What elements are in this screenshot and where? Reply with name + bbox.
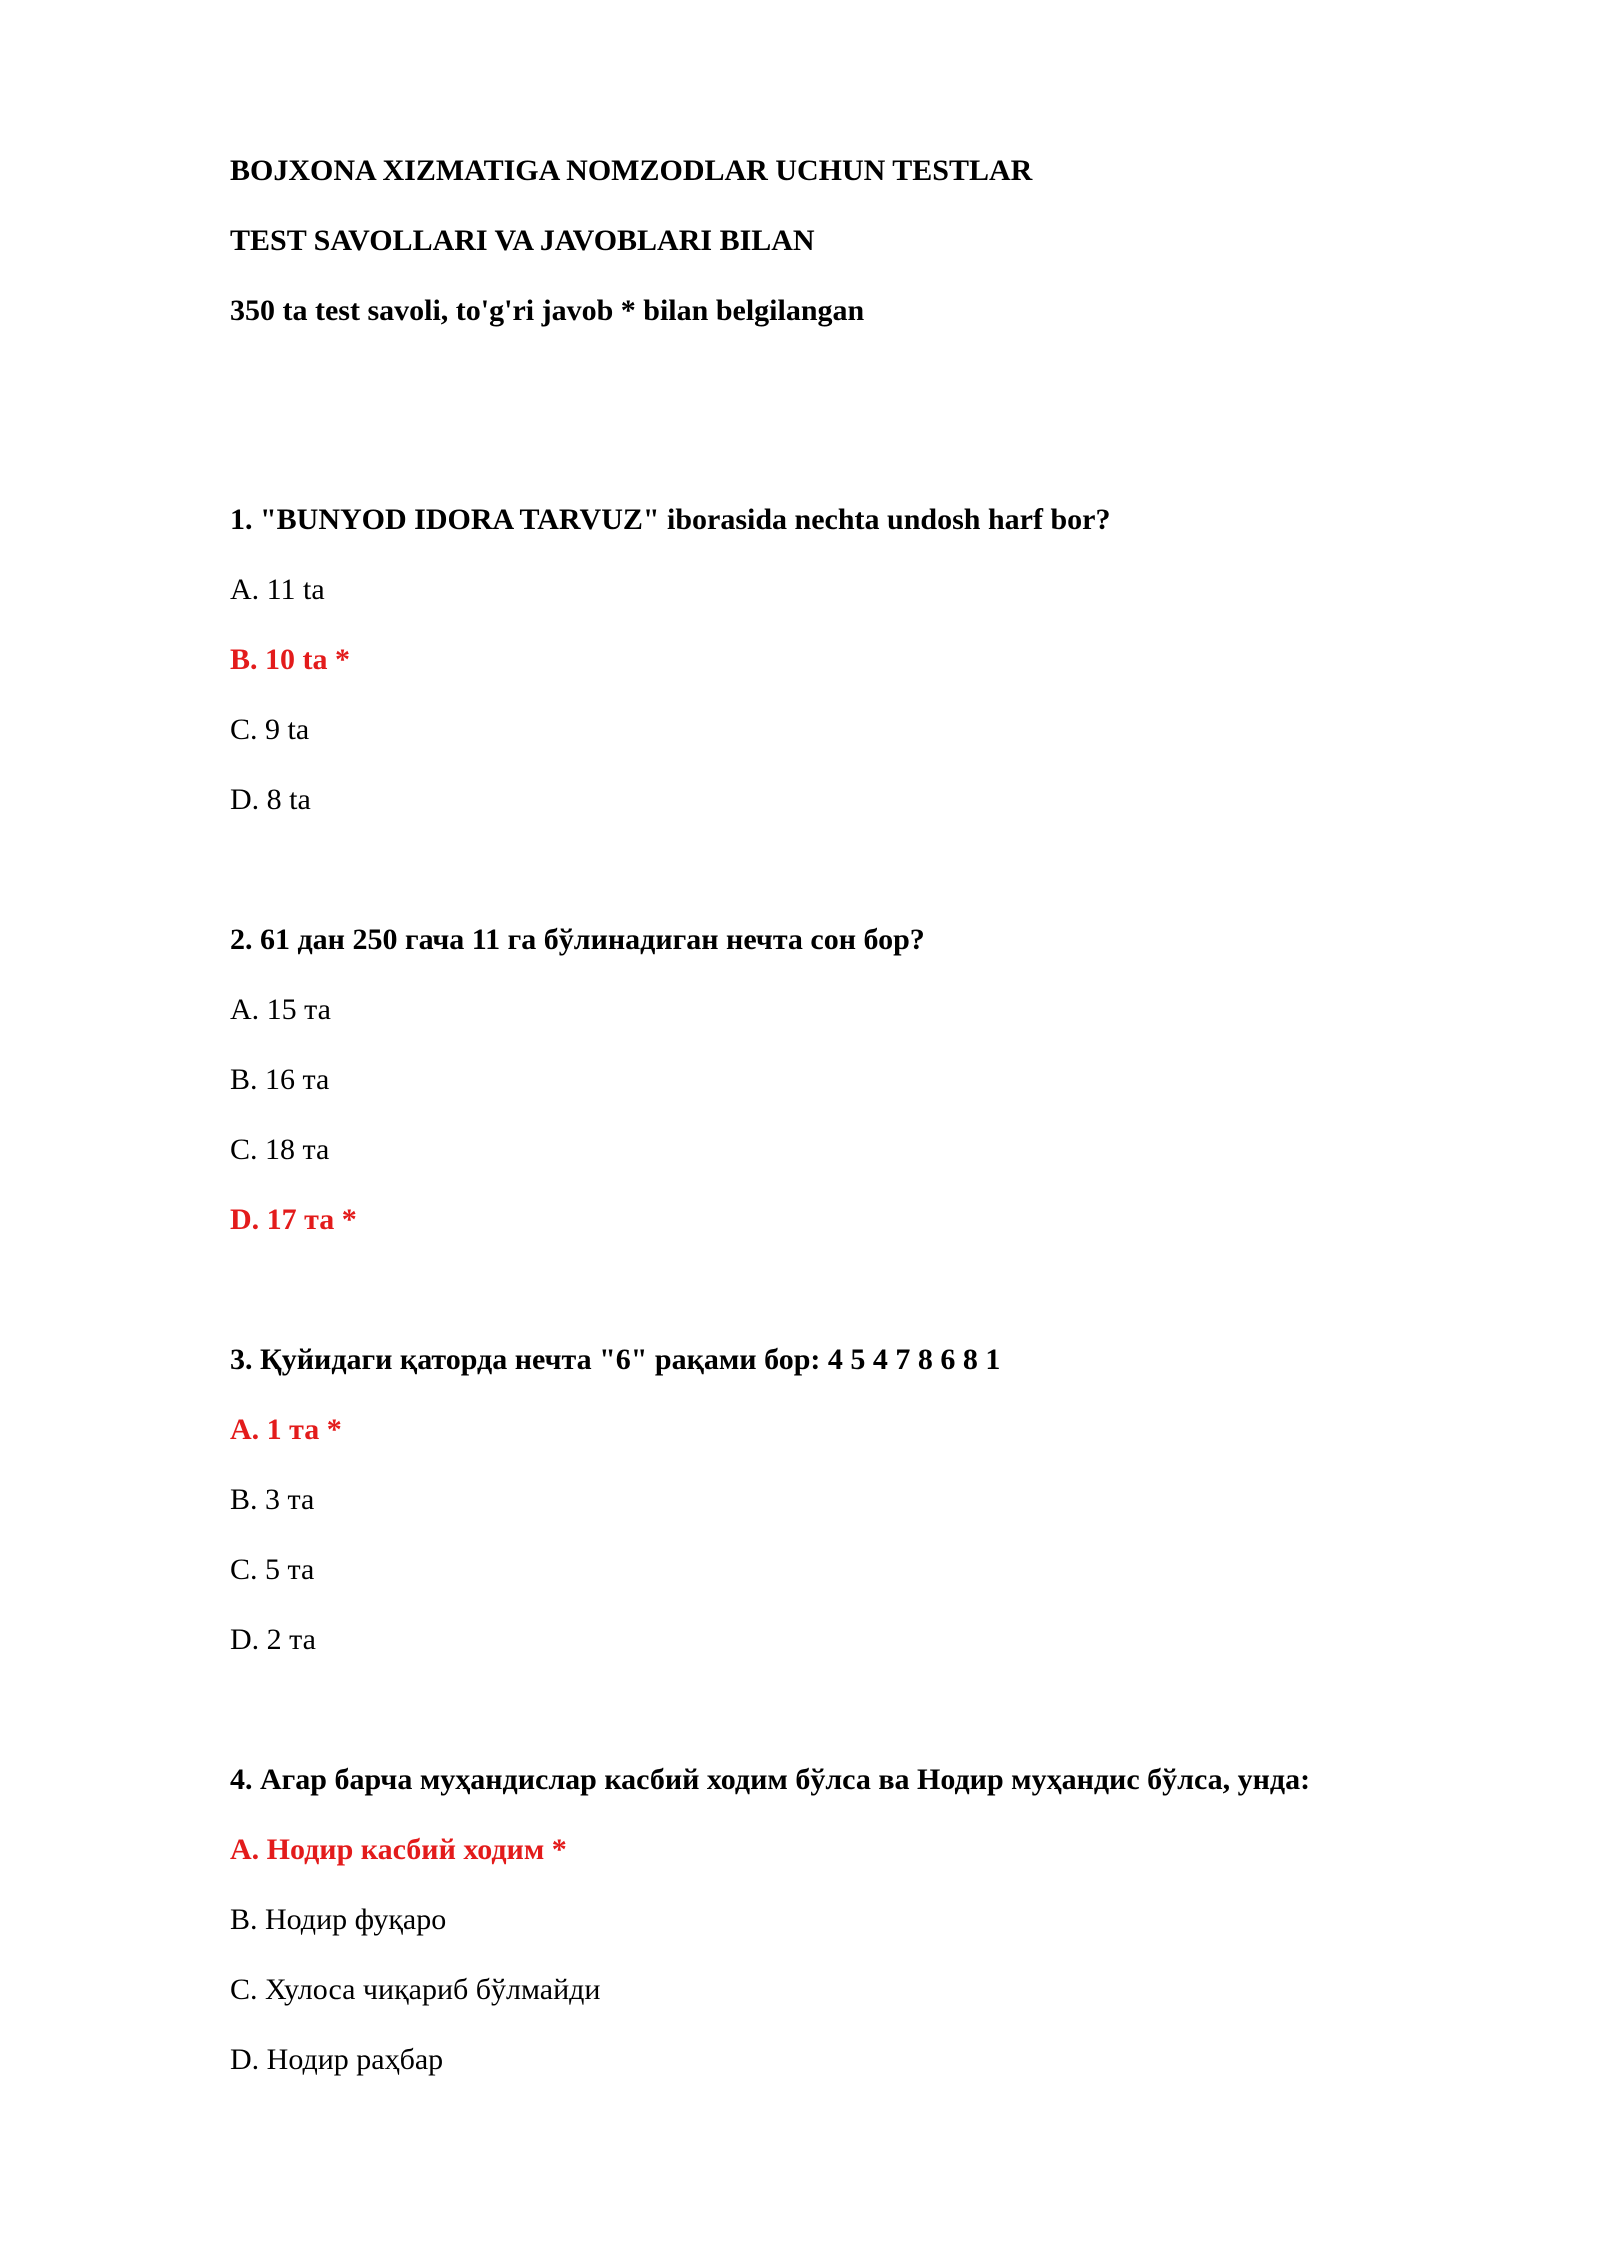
question-3-option-a-correct: A. 1 та * [230, 1413, 342, 1446]
question-4-option-a-correct: A. Нодир касбий ходим * [230, 1833, 567, 1866]
document-subtitle: TEST SAVOLLARI VA JAVOBLARI BILAN [230, 224, 815, 257]
question-4-option-b: B. Нодир фуқаро [230, 1903, 447, 1936]
question-2-option-a: A. 15 та [230, 993, 331, 1026]
question-1-option-a: A. 11 ta [230, 573, 325, 606]
question-4-text: 4. Агар барча муҳандислар касбий ходим бўлса ва Нодир муҳандис бўлса, унда: [230, 1763, 1311, 1796]
document-note: 350 ta test savoli, to'g'ri javob * bilan belgilangan [230, 294, 865, 327]
question-4-option-c: C. Хулоса чиқариб бўлмайди [230, 1973, 601, 2006]
question-2-option-d-correct: D. 17 та * [230, 1203, 357, 1236]
question-1-text: 1. "BUNYOD IDORA TARVUZ" iborasida nechta undosh harf bor? [230, 503, 1111, 536]
question-2-option-c: C. 18 та [230, 1133, 330, 1166]
question-3-option-b: B. 3 та [230, 1483, 315, 1516]
question-4-option-d: D. Нодир раҳбар [230, 2043, 444, 2076]
question-2-text: 2. 61 дан 250 гача 11 га бўлинадиган нечта сон бор? [230, 923, 925, 956]
question-3-option-d: D. 2 та [230, 1623, 316, 1656]
question-1-option-b-correct: B. 10 ta * [230, 643, 350, 676]
question-2-option-b: B. 16 та [230, 1063, 330, 1096]
question-3-option-c: C. 5 та [230, 1553, 315, 1586]
question-3-text: 3. Қуйидаги қаторда нечта "6" рақами бор: 4 5 4 7 8 6 8 1 [230, 1343, 1001, 1376]
document-title: BOJXONA XIZMATIGA NOMZODLAR UCHUN TESTLAR [230, 154, 1033, 187]
question-1-option-c: C. 9 ta [230, 713, 310, 746]
question-1-option-d: D. 8 ta [230, 783, 311, 816]
